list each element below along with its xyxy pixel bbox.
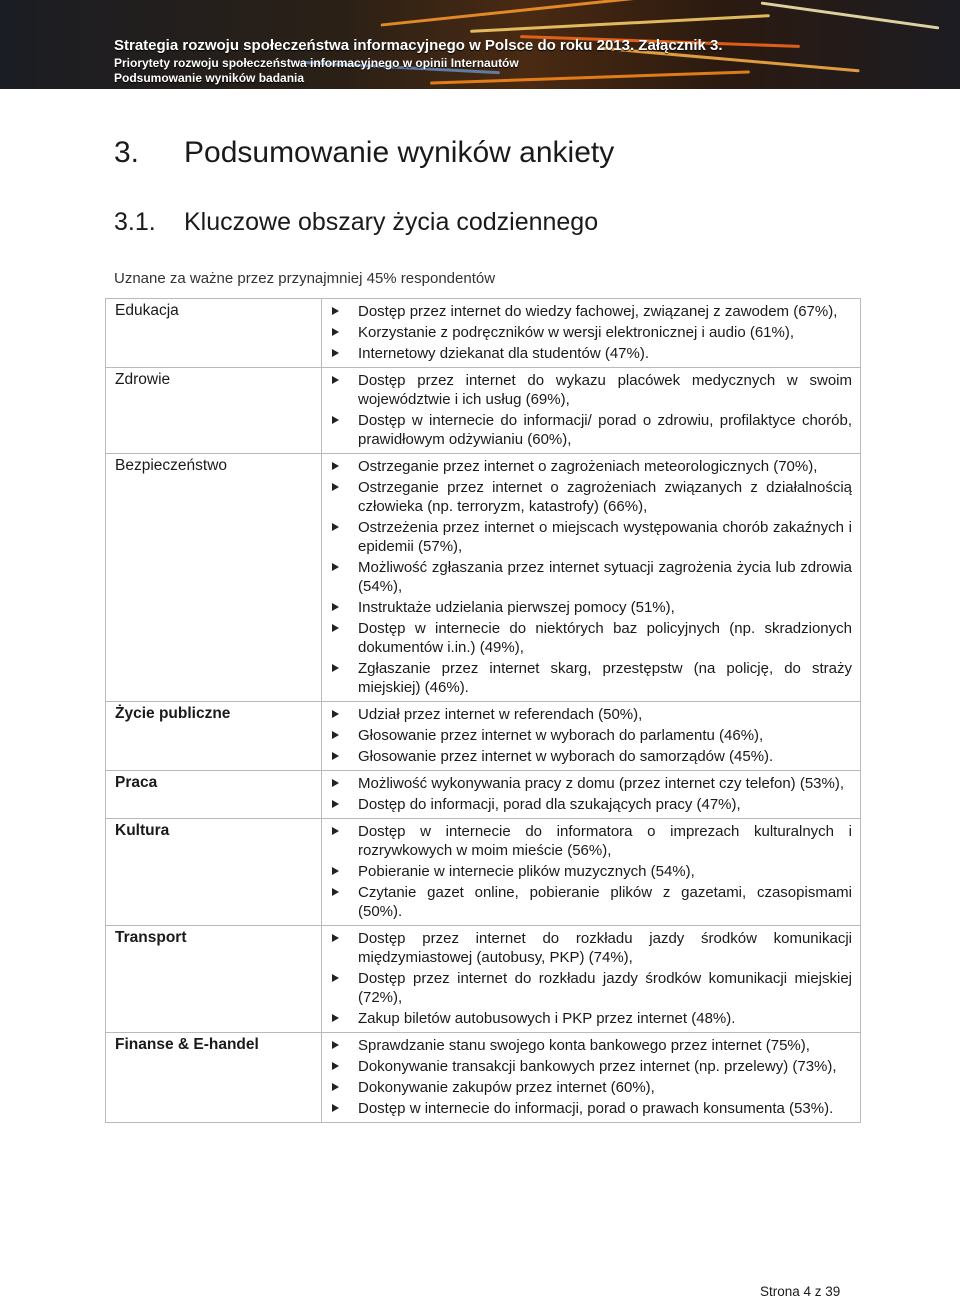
area-items: [322, 771, 861, 819]
intro-text: Uznane za ważne przez przynajmniej 45% respondentów: [114, 270, 496, 287]
area-items: [322, 1033, 861, 1123]
area-items: [322, 454, 861, 702]
list-item-text: Dostęp w internecie do informatora o imprezach kulturalnych i rozrywkowych w moim mieście (56%),: [358, 823, 852, 859]
list-item-text: Internetowy dziekanat dla studentów (47%).: [358, 345, 649, 362]
triangle-bullet-icon: [332, 779, 339, 787]
list-item: [331, 747, 852, 766]
list-item: [331, 774, 852, 793]
list-item-text: Możliwość wykonywania pracy z domu (przez internet czy telefon) (53%),: [358, 775, 845, 792]
list-item: [331, 302, 852, 321]
list-item: [331, 323, 852, 342]
header-banner: [0, 0, 960, 89]
light-streak: [761, 1, 940, 29]
list-item: [331, 969, 852, 1007]
triangle-bullet-icon: [332, 934, 339, 942]
area-row: [106, 454, 861, 702]
area-name: Finanse & E-handel: [106, 1033, 322, 1123]
triangle-bullet-icon: [332, 349, 339, 357]
areas-table: [105, 298, 861, 1123]
triangle-bullet-icon: [332, 328, 339, 336]
list-item: [331, 619, 852, 657]
bullet-list: [331, 1036, 852, 1118]
list-item-text: Sprawdzanie stanu swojego konta bankowego przez internet (75%),: [358, 1037, 810, 1054]
section-number: 3.: [114, 136, 140, 169]
triangle-bullet-icon: [332, 974, 339, 982]
triangle-bullet-icon: [332, 1104, 339, 1112]
list-item: [331, 1036, 852, 1055]
list-item-text: Dostęp przez internet do rozkładu jazdy środków komunikacji miejskiej (72%),: [358, 970, 852, 1006]
list-item-text: Dostęp w internecie do informacji, porad o prawach konsumenta (53%).: [358, 1100, 834, 1117]
bullet-list: [331, 929, 852, 1028]
list-item: [331, 478, 852, 516]
list-item-text: Korzystanie z podręczników w wersji elektronicznej i audio (61%),: [358, 324, 795, 341]
list-item-text: Czytanie gazet online, pobieranie plików z gazetami, czasopismami (50%).: [358, 884, 852, 920]
list-item: [331, 344, 852, 363]
triangle-bullet-icon: [332, 483, 339, 491]
list-item-text: Dokonywanie transakcji bankowych przez internet (np. przelewy) (73%),: [358, 1058, 837, 1075]
subsection-number: 3.1.: [114, 208, 156, 236]
subsection-heading: [114, 208, 598, 237]
area-name: Życie publiczne: [106, 702, 322, 771]
bullet-list: [331, 302, 852, 363]
list-item: [331, 929, 852, 967]
triangle-bullet-icon: [332, 710, 339, 718]
triangle-bullet-icon: [332, 376, 339, 384]
triangle-bullet-icon: [332, 603, 339, 611]
list-item: [331, 1057, 852, 1076]
area-row: [106, 819, 861, 926]
list-item: [331, 371, 852, 409]
list-item-text: Dostęp przez internet do wykazu placówek medycznych w swoim województwie i ich usług (69%),: [358, 372, 852, 408]
area-name: Kultura: [106, 819, 322, 926]
list-item: [331, 822, 852, 860]
header-section: Podsumowanie wyników badania: [114, 71, 305, 85]
area-row: [106, 771, 861, 819]
triangle-bullet-icon: [332, 1014, 339, 1022]
list-item-text: Możliwość zgłaszania przez internet sytuacji zagrożenia życia lub zdrowia (54%),: [358, 559, 852, 595]
triangle-bullet-icon: [332, 563, 339, 571]
triangle-bullet-icon: [332, 752, 339, 760]
triangle-bullet-icon: [332, 307, 339, 315]
list-item-text: Ostrzeżenia przez internet o miejscach występowania chorób zakaźnych i epidemii (57%),: [358, 519, 852, 555]
triangle-bullet-icon: [332, 624, 339, 632]
list-item: [331, 1009, 852, 1028]
triangle-bullet-icon: [332, 1062, 339, 1070]
area-items: [322, 368, 861, 454]
list-item: [331, 795, 852, 814]
bullet-list: [331, 457, 852, 697]
list-item: [331, 883, 852, 921]
area-row: [106, 702, 861, 771]
list-item-text: Zakup biletów autobusowych i PKP przez internet (48%).: [358, 1010, 736, 1027]
list-item: [331, 598, 852, 617]
list-item-text: Głosowanie przez internet w wyborach do parlamentu (46%),: [358, 727, 764, 744]
bullet-list: [331, 371, 852, 449]
triangle-bullet-icon: [332, 867, 339, 875]
list-item-text: Udział przez internet w referendach (50%),: [358, 706, 643, 723]
area-name: Praca: [106, 771, 322, 819]
list-item: [331, 518, 852, 556]
bullet-list: [331, 822, 852, 921]
triangle-bullet-icon: [332, 1083, 339, 1091]
triangle-bullet-icon: [332, 800, 339, 808]
list-item: [331, 659, 852, 697]
triangle-bullet-icon: [332, 731, 339, 739]
list-item: [331, 558, 852, 596]
list-item: [331, 1078, 852, 1097]
subsection-title: Kluczowe obszary życia codziennego: [184, 208, 599, 236]
section-heading: [114, 136, 614, 170]
list-item: [331, 1099, 852, 1118]
area-row: [106, 299, 861, 368]
area-items: [322, 299, 861, 368]
area-name: Edukacja: [106, 299, 322, 368]
triangle-bullet-icon: [332, 664, 339, 672]
area-items: [322, 702, 861, 771]
list-item-text: Pobieranie w internecie plików muzycznych (54%),: [358, 863, 695, 880]
area-row: [106, 368, 861, 454]
triangle-bullet-icon: [332, 888, 339, 896]
list-item-text: Dostęp przez internet do rozkładu jazdy środków komunikacji międzymiastowej (autobusy, PKP) (74%),: [358, 930, 852, 966]
list-item: [331, 726, 852, 745]
bullet-list: [331, 774, 852, 814]
list-item-text: Dostęp przez internet do wiedzy fachowej, związanej z zawodem (67%),: [358, 303, 838, 320]
area-name: Transport: [106, 926, 322, 1033]
list-item-text: Dostęp w internecie do informacji/ porad o zdrowiu, profilaktyce chorób, prawidłowym odżywianiu (60%),: [358, 412, 852, 448]
triangle-bullet-icon: [332, 827, 339, 835]
list-item: [331, 862, 852, 881]
area-items: [322, 926, 861, 1033]
triangle-bullet-icon: [332, 462, 339, 470]
area-row: [106, 1033, 861, 1123]
list-item-text: Zgłaszanie przez internet skarg, przestępstw (na policję, do straży miejskiej) (46%).: [358, 660, 852, 696]
list-item: [331, 457, 852, 476]
header-subtitle: Priorytety rozwoju społeczeństwa informacyjnego w opinii Internautów: [114, 56, 519, 70]
area-row: [106, 926, 861, 1033]
bullet-list: [331, 705, 852, 766]
list-item: [331, 705, 852, 724]
area-name: Zdrowie: [106, 368, 322, 454]
triangle-bullet-icon: [332, 1041, 339, 1049]
list-item-text: Ostrzeganie przez internet o zagrożeniach związanych z działalnością człowieka (np. terroryzm, katastrofy) (66%),: [358, 479, 852, 515]
list-item-text: Głosowanie przez internet w wyborach do samorządów (45%).: [358, 748, 774, 765]
header-title: Strategia rozwoju społeczeństwa informacyjnego w Polsce do roku 2013. Załącznik 3.: [114, 37, 723, 54]
triangle-bullet-icon: [332, 416, 339, 424]
list-item-text: Dostęp w internecie do niektórych baz policyjnych (np. skradzionych dokumentów i.in.) (49%),: [358, 620, 852, 656]
list-item-text: Ostrzeganie przez internet o zagrożeniach meteorologicznych (70%),: [358, 458, 818, 475]
list-item-text: Instruktaże udzielania pierwszej pomocy (51%),: [358, 599, 675, 616]
list-item-text: Dokonywanie zakupów przez internet (60%),: [358, 1079, 655, 1096]
area-items: [322, 819, 861, 926]
section-title: Podsumowanie wyników ankiety: [184, 136, 615, 169]
light-streak: [470, 14, 770, 33]
list-item-text: Dostęp do informacji, porad dla szukających pracy (47%),: [358, 796, 741, 813]
page-number: Strona 4 z 39: [760, 1284, 841, 1299]
triangle-bullet-icon: [332, 523, 339, 531]
area-name: Bezpieczeństwo: [106, 454, 322, 702]
list-item: [331, 411, 852, 449]
